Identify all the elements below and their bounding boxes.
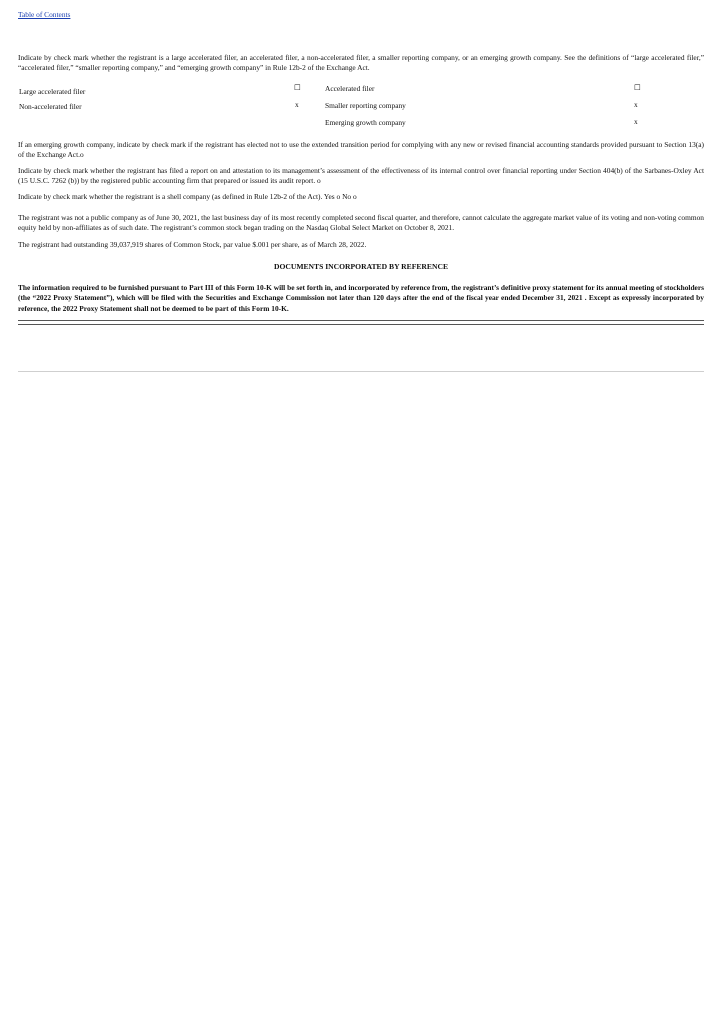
accelerated-filer-label: Accelerated filer: [325, 84, 375, 93]
emerging-growth-company-check[interactable]: x: [634, 117, 638, 126]
documents-incorporated-paragraph: The information required to be furnished pursuant to Part III of this Form 10-K will be set forth in, and incorporated by reference from, the registrant’s definitive proxy statement for its annual meeting of stockholders (the “2022 Proxy Statement”), which will be filed with the Securities and Exchange Commission not later than 120 days after the end of the fiscal year ended December 31, 2021 . Except as expressly incorporated by reference, the 2022 Proxy Statement shall not be deemed to be part of this Form 10-K.: [18, 283, 704, 313]
table-of-contents-link[interactable]: Table of Contents: [18, 10, 71, 19]
large-accelerated-filer-checkbox[interactable]: ☐: [294, 83, 301, 92]
accelerated-filer-checkbox[interactable]: ☐: [634, 83, 641, 92]
page-break-divider: [18, 371, 704, 372]
shares-outstanding-paragraph: The registrant had outstanding 39,037,919 shares of Common Stock, par value $.001 per share, as of March 28, 2022.: [18, 240, 367, 249]
documents-incorporated-heading: DOCUMENTS INCORPORATED BY REFERENCE: [273, 262, 449, 271]
large-accelerated-filer-label: Large accelerated filer: [19, 87, 86, 96]
smaller-reporting-company-label: Smaller reporting company: [325, 101, 406, 110]
internal-control-paragraph: Indicate by check mark whether the registrant has filed a report on and attestation to its management’s assessment of the effectiveness of its internal control over financial reporting under Section 404(b) of the Sarbanes-Oxley Act (15 U.S.C. 7262 (b)) by the registered public accounting firm that prepared or issued its audit report. o: [18, 166, 704, 186]
double-rule-divider: [18, 320, 704, 325]
emerging-growth-paragraph: If an emerging growth company, indicate by check mark if the registrant has elected not to use the extended transition period for complying with any new or revised financial accounting standards provided pursuant to Section 13(a) of the Exchange Act.o: [18, 140, 704, 160]
smaller-reporting-company-check[interactable]: x: [634, 100, 638, 109]
non-accelerated-filer-label: Non-accelerated filer: [19, 102, 82, 111]
market-value-paragraph: The registrant was not a public company as of June 30, 2021, the last business day of its most recently completed second fiscal quarter, and therefore, cannot calculate the aggregate market value of its voting and non-voting common equity held by non-affiliates as of such date. The registrant’s common stock began trading on the Nasdaq Global Select Market on October 8, 2021.: [18, 213, 704, 233]
shell-company-paragraph: Indicate by check mark whether the registrant is a shell company (as defined in Rule 12b-2 of the Act). Yes o No o: [18, 192, 357, 201]
non-accelerated-filer-check[interactable]: x: [295, 100, 299, 109]
filer-intro-paragraph: Indicate by check mark whether the registrant is a large accelerated filer, an accelerated filer, a non-accelerated filer, a smaller reporting company, or an emerging growth company. See the definitions of “large accelerated filer,” “accelerated filer,” “smaller reporting company,” and “emerging growth company” in Rule 12b-2 of the Exchange Act.: [18, 53, 704, 73]
emerging-growth-company-label: Emerging growth company: [325, 118, 406, 127]
